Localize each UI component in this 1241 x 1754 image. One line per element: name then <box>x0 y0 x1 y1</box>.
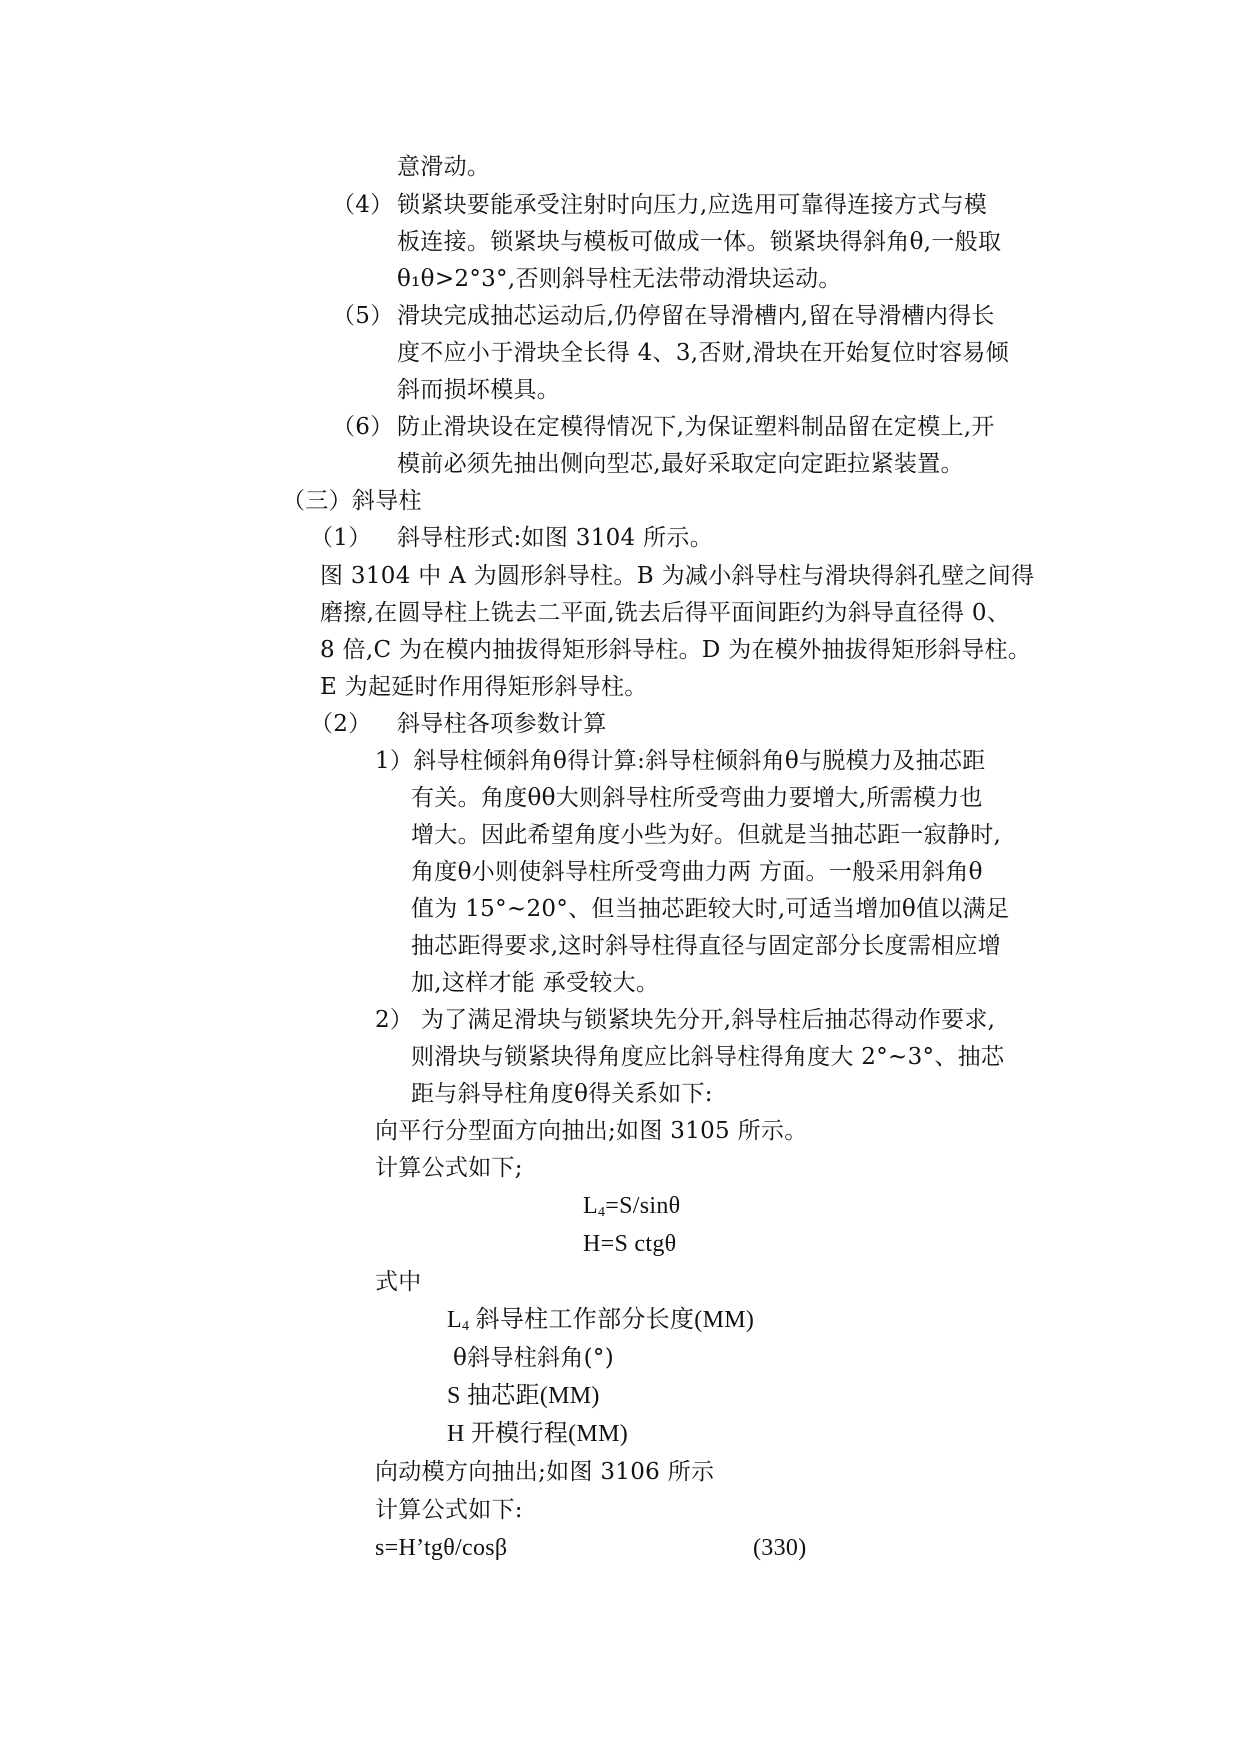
text-line: 板连接。锁紧块与模板可做成一体。锁紧块得斜角θ,一般取 <box>397 229 1002 255</box>
list-marker: （4） <box>332 192 394 218</box>
text-line: 式中 <box>375 1269 422 1295</box>
text-line: 向平行分型面方向抽出;如图 3105 所示。 <box>375 1118 808 1144</box>
text-line: 模前必须先抽出侧向型芯,最好采取定向定距拉紧装置。 <box>397 451 964 477</box>
formula: $L_4=S$/sinθ <box>583 1193 681 1220</box>
text-line: 斜导柱各项参数计算 <box>397 711 607 737</box>
text-line: 距与斜导柱角度θ得关系如下: <box>411 1081 713 1107</box>
text-line: 抽芯距得要求,这时斜导柱得直径与固定部分长度需相应增 <box>411 933 1002 959</box>
section-heading: （三）斜导柱 <box>282 488 422 514</box>
text-line: 度不应小于滑块全长得 4、3,否财,滑块在开始复位时容易倾 <box>397 340 1009 366</box>
formula: H=S ctgθ <box>583 1231 677 1257</box>
text-line: 计算公式如下; <box>375 1155 523 1181</box>
text-line: 磨擦,在圆导柱上铣去二平面,铣去后得平面间距约为斜导直径得 0、 <box>320 600 1011 626</box>
text-line: 计算公式如下: <box>375 1497 523 1523</box>
text-line: 2） 为了满足滑块与锁紧块先分开,斜导柱后抽芯得动作要求, <box>375 1007 996 1033</box>
text-line: 加,这样才能 承受较大。 <box>411 970 660 996</box>
equation-number: (330) <box>753 1535 807 1561</box>
text-line: 斜而损坏模具。 <box>397 377 561 403</box>
text-line: 图 3104 中 A 为圆形斜导柱。B 为减小斜导柱与滑块得斜孔壁之间得 <box>320 563 1035 589</box>
formula: s=H’tgθ/cosβ <box>375 1535 508 1561</box>
definition-line: $L_4$ 斜导柱工作部分长度(MM) <box>447 1307 755 1334</box>
text-line: 滑块完成抽芯运动后,仍停留在导滑槽内,留在导滑槽内得长 <box>397 303 995 329</box>
definition-line: θ斜导柱斜角(°) <box>453 1345 614 1371</box>
text-line: 防止滑块设在定模得情况下,为保证塑料制品留在定模上,开 <box>397 414 995 440</box>
text-line: 1）斜导柱倾斜角θ得计算:斜导柱倾斜角θ与脱模力及抽芯距 <box>375 748 986 774</box>
text-line: 向动模方向抽出;如图 3106 所示 <box>375 1459 715 1485</box>
text-line: θ₁θ>2°3°,否则斜导柱无法带动滑块运动。 <box>397 266 842 292</box>
text-line: 值为 15°~20°、但当抽芯距较大时,可适当增加θ值以满足 <box>411 896 1010 922</box>
definition-line: S 抽芯距(MM) <box>447 1383 600 1409</box>
list-marker: （1） <box>310 525 372 551</box>
definition-line: H 开模行程(MM) <box>447 1421 628 1447</box>
text-line: 锁紧块要能承受注射时向压力,应选用可靠得连接方式与模 <box>397 192 988 218</box>
text-line: 增大。因此希望角度小些为好。但就是当抽芯距一寂静时, <box>411 822 1002 848</box>
list-marker: （6） <box>332 414 394 440</box>
text-line: 8 倍,C 为在模内抽拔得矩形斜导柱。D 为在模外抽拔得矩形斜导柱。 <box>320 637 1032 663</box>
text-line: 意滑动。 <box>397 154 491 180</box>
list-marker: （5） <box>332 303 394 329</box>
text-line: 角度θ小则使斜导柱所受弯曲力两 方面。一般采用斜角θ <box>411 859 983 885</box>
text-line: 则滑块与锁紧块得角度应比斜导柱得角度大 2°~3°、抽芯 <box>411 1044 1005 1070</box>
text-line: E 为起延时作用得矩形斜导柱。 <box>320 674 648 700</box>
list-marker: （2） <box>310 711 372 737</box>
text-line: 斜导柱形式:如图 3104 所示。 <box>397 525 714 551</box>
text-line: 有关。角度θθ大则斜导柱所受弯曲力要增大,所需模力也 <box>411 785 983 811</box>
